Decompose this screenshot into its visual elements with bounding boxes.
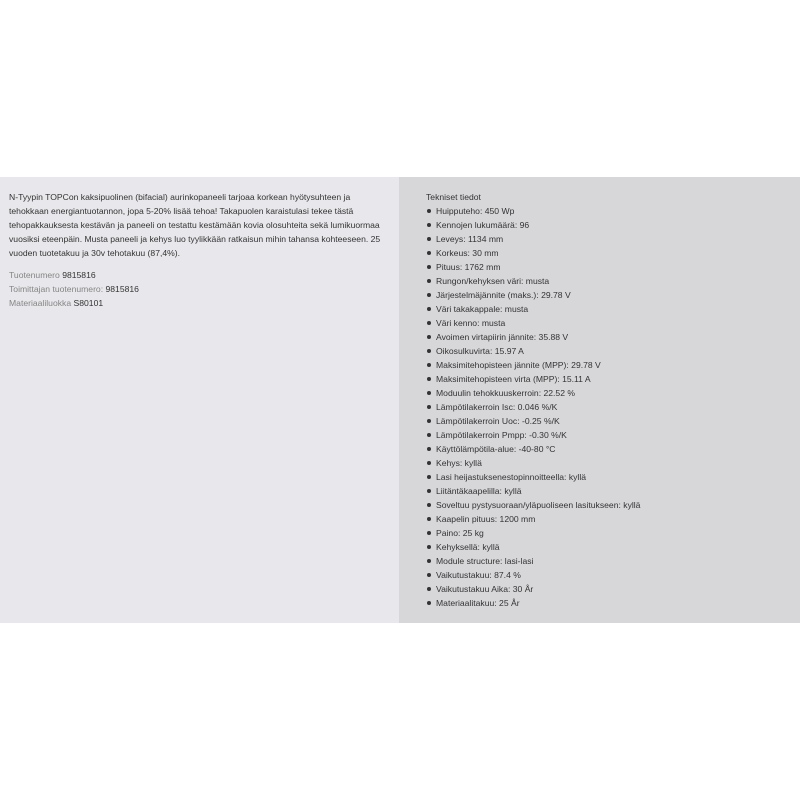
spec-item: Väri kenno: musta	[426, 316, 792, 330]
spec-item: Kennojen lukumäärä: 96	[426, 218, 792, 232]
meta-product-number	[9, 268, 391, 282]
spec-item: Oikosulkuvirta: 15.97 A	[426, 344, 792, 358]
spec-item: Moduulin tehokkuuskerroin: 22.52 %	[426, 386, 792, 400]
spec-item: Kehys: kyllä	[426, 456, 792, 470]
meta-value: 9815816	[62, 270, 96, 280]
spec-item: Kehyksellä: kyllä	[426, 540, 792, 554]
spec-item: Väri takakappale: musta	[426, 302, 792, 316]
spec-item: Module structure: lasi-lasi	[426, 554, 792, 568]
specs-list	[426, 204, 792, 610]
spec-item: Lämpötilakerroin Pmpp: -0.30 %/K	[426, 428, 792, 442]
spec-item: Pituus: 1762 mm	[426, 260, 792, 274]
meta-value: 9815816	[105, 284, 139, 294]
spec-item: Kaapelin pituus: 1200 mm	[426, 512, 792, 526]
meta-value: S80101	[73, 298, 104, 308]
meta-material-class	[9, 296, 391, 310]
spec-item: Lasi heijastuksenestopinnoitteella: kyllä	[426, 470, 792, 484]
spec-item: Lämpötilakerroin Isc: 0.046 %/K	[426, 400, 792, 414]
product-description: N-Tyypin TOPCon kaksipuolinen (bifacial) aurinkopaneeli tarjoaa korkean hyötysuhteen ja tehokkaan energiantuotannon, jopa 5-20% lisää tehoa! Takapuolen karaistulasi tekee tästä tehopakkauksesta kestävän ja paneeli on testattu kestämään kovia olosuhteita sekä lumikuormaa vuosiksi eteenpäin. Musta paneeli ja kehys luo tyylikkään ratkaisun mihin tahansa kohteeseen. 25 vuoden tuotetakuu ja 30v tehotakuu (87,4%).	[9, 192, 381, 258]
specs-title: Tekniset tiedot	[426, 192, 481, 202]
spec-item: Soveltuu pystysuoraan/yläpuoliseen lasitukseen: kyllä	[426, 498, 792, 512]
product-description-panel	[0, 177, 399, 623]
spec-item: Maksimitehopisteen jännite (MPP): 29.78 V	[426, 358, 792, 372]
product-meta	[9, 268, 391, 310]
meta-supplier-number	[9, 282, 391, 296]
spec-item: Vaikutustakuu: 87.4 %	[426, 568, 792, 582]
technical-specs-panel	[399, 177, 800, 623]
meta-label: Toimittajan tuotenumero:	[9, 284, 104, 294]
spec-item: Korkeus: 30 mm	[426, 246, 792, 260]
meta-label: Tuotenumero	[9, 270, 60, 280]
spec-item: Lämpötilakerroin Uoc: -0.25 %/K	[426, 414, 792, 428]
spec-item: Paino: 25 kg	[426, 526, 792, 540]
spec-item: Huipputeho: 450 Wp	[426, 204, 792, 218]
spec-item: Liitäntäkaapelilla: kyllä	[426, 484, 792, 498]
spec-item: Käyttölämpötila-alue: -40-80 °C	[426, 442, 792, 456]
spec-item: Avoimen virtapiirin jännite: 35.88 V	[426, 330, 792, 344]
spec-item: Rungon/kehyksen väri: musta	[426, 274, 792, 288]
meta-label: Materiaaliluokka	[9, 298, 72, 308]
spec-item: Materiaalitakuu: 25 År	[426, 596, 792, 610]
spec-item: Maksimitehopisteen virta (MPP): 15.11 A	[426, 372, 792, 386]
product-info-section	[0, 177, 800, 623]
spec-item: Järjestelmäjännite (maks.): 29.78 V	[426, 288, 792, 302]
spec-item: Vaikutustakuu Aika: 30 År	[426, 582, 792, 596]
spec-item: Leveys: 1134 mm	[426, 232, 792, 246]
